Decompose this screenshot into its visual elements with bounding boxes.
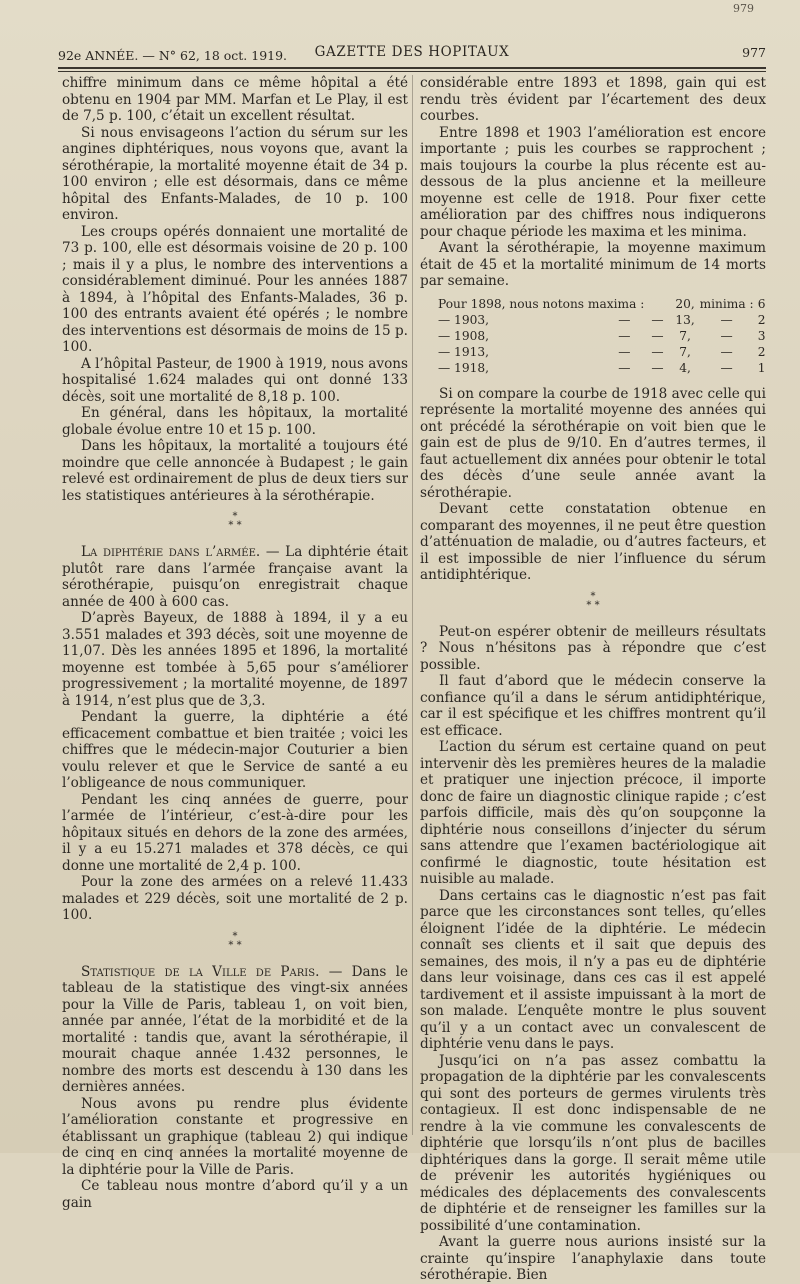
- table-cell: —: [720, 344, 733, 359]
- paragraph: Pendant les cinq années de guerre, pour l’armée de l’intérieur, c’est-à-dire pour les hôpitaux situés en dehors de la zone des armées, il y a eu 15.271 malades et 378 décès, ce qui donne une mortalité de 2,4 p. 100.: [62, 791, 408, 874]
- table-cell: — 1908,: [438, 328, 489, 343]
- table-row: [420, 360, 766, 376]
- paragraph: chiffre minimum dans ce même hôpital a été obtenu en 1904 par MM. Marfan et Le Play, il est de 7,5 p. 100, c’était un excellent résultat.: [62, 75, 408, 124]
- table-row: [420, 344, 766, 360]
- section-divider: * * *: [228, 511, 242, 531]
- section-title: Statistique de la Ville de Paris.: [81, 963, 320, 980]
- section-text: — Dans le tableau de la statistique des vingt-six années pour la Ville de Paris, tableau 1, on voit bien, année par année, l’état de la morbidité et de la mortalité : tandis que, avant la sérothérapie, il mourait chaque année 1.432 personnes, le nombre des morts est descendu à 130 dans les dernières années.: [62, 963, 408, 1095]
- table-cell: —: [651, 360, 664, 375]
- paragraph: Avant la guerre nous aurions insisté sur la crainte qu’inspire l’anaphylaxie dans toute sérothérapie. Bien: [420, 1234, 766, 1283]
- page-number: 977: [742, 45, 766, 60]
- paragraph: En général, dans les hôpitaux, la mortalité globale évolue entre 10 et 15 p. 100.: [62, 405, 408, 438]
- paragraph: D’après Bayeux, de 1888 à 1894, il y a eu 3.551 malades et 393 décès, soit une moyenne de 11,07. Dès les années 1895 et 1896, la mortalité moyenne est tombée à 5,65 pour s’améliorer progressivement ; la mortalité moyenne, de 1897 à 1914, n’est plus que de 3,3.: [62, 610, 408, 709]
- issue-info: 92e ANNÉE. — N° 62, 18 oct. 1919.: [58, 48, 288, 63]
- paragraph: Pour la zone des armées on a relevé 11.433 malades et 229 décès, soit une mortalité de 2 p. 100.: [62, 874, 408, 923]
- paragraph: Si nous envisageons l’action du sérum sur les angines diphtériques, nous voyons que, avant la sérothérapie, la mortalité moyenne était de 34 p. 100 environ ; elle est désormais, dans ce même hôpital des Enfants-Malades, de 10 p. 100 environ.: [62, 124, 408, 223]
- paragraph: considérable entre 1893 et 1898, gain qui est rendu très évident par l’écartement des deux courbes.: [420, 75, 766, 124]
- table-cell: —: [720, 360, 733, 375]
- section-title: La diphtérie dans l’armée.: [81, 544, 261, 560]
- paragraph: A l’hôpital Pasteur, de 1900 à 1919, nous avons hospitalisé 1.624 malades qui ont donné 133 décès, soit une mortalité de 8,18 p. 100.: [62, 355, 408, 405]
- table-cell: 6: [757, 296, 766, 311]
- paragraph: Devant cette constatation obtenue en comparant des moyennes, il ne peut être question d’atténuation de maladie, ou d’autres facteurs, et il est impossible de nier l’influence du sérum antidiphtérique.: [420, 501, 766, 583]
- paragraph: Si on compare la courbe de 1918 avec celle qui représente la mortalité moyenne des années qui ont précédé la sérothérapie on voit bien que le gain est de plus de 9/10. En d’autres termes, il faut actuellement dix années pour obtenir le total des décès d’une seule année avant la sérothérapie.: [420, 385, 766, 501]
- sheet-number: 979: [733, 2, 754, 15]
- table-cell: 3: [757, 328, 766, 343]
- journal-title: GAZETTE DES HOPITAUX: [314, 44, 510, 60]
- paragraph: Jusqu’ici on n’a pas assez combattu la propagation de la diphtérie par les convalescents qui sont des porteurs de germes virulents très contagieux. Il est donc indispensable de ne rendre à la vie commune les convalescents de diphtérie que lorsqu’ils n’ont plus de bacilles diphtériques dans la gorge. Il serait même utile de prévenir les autorités hygiéniques ou médicales des déplacements des convalescents de diphtérie et de renseigner les familles sur la possibilité d’une contamination.: [420, 1052, 766, 1234]
- table-cell: 4,: [679, 360, 691, 375]
- table-cell: 13,: [675, 312, 695, 327]
- table-cell: minima :: [699, 296, 754, 311]
- paragraph: Ce tableau nous montre d’abord qu’il y a un gain: [62, 1178, 408, 1211]
- table-cell: —: [651, 312, 664, 327]
- table-row: [420, 296, 766, 312]
- table-cell: 7,: [679, 344, 691, 359]
- paragraph: Dans les hôpitaux, la mortalité a toujours été moindre que celle annoncée à Budapest ; le gain relevé est ordinairement de plus de deux tiers sur les statistiques antérieures à la sérothérapie.: [62, 438, 408, 504]
- right-column: [420, 75, 766, 1284]
- table-cell: —: [618, 312, 631, 327]
- table-cell: —: [618, 328, 631, 343]
- section-text: — La diphtérie était plutôt rare dans l’armée française avant la sérothérapie, puisqu’on enregistrait chaque année de 400 à 600 cas.: [62, 544, 409, 610]
- table-cell: — 1913,: [438, 344, 489, 359]
- paragraph: Dans certains cas le diagnostic n’est pas fait parce que les circonstances sont telles, qu’elles éloignent l’idée de la diphtérie. Le médecin connaît ses clients et il sait que depuis des semaines, des mois, il n’y a pas eu de diphtérie dans leur voisinage, dans ces cas il est appelé tardivement et il assiste impuissant à la mort de son malade. L’enquête montre le plus souvent qu’il y a un contact avec un convalescent de diphtérie venu dans le pays.: [420, 887, 766, 1052]
- paragraph: Entre 1898 et 1903 l’amélioration est encore importante ; puis les courbes se rapprochent ; mais toujours la courbe la plus récente est au-dessous de la plus ancienne et la meilleure moyenne est celle de 1918. Pour fixer cette amélioration par des chiffres nous indiquerons pour chaque période les maxima et les minima.: [420, 124, 766, 240]
- section-paragraph: [62, 544, 408, 610]
- header-rule-thin: [58, 71, 766, 72]
- paragraph: Avant la sérothérapie, la moyenne maximum était de 45 et la mortalité minimum de 14 morts par semaine.: [420, 240, 766, 289]
- table-cell: —: [720, 312, 733, 327]
- table-cell: —: [651, 344, 664, 359]
- paragraph: Nous avons pu rendre plus évidente l’amélioration constante et progressive en établissant un graphique (tableau 2) qui indique de cinq en cinq années la mortalité moyenne de la diphtérie pour la Ville de Paris.: [62, 1095, 408, 1178]
- table-cell: — 1903,: [438, 312, 489, 327]
- table-cell: —: [720, 328, 733, 343]
- table-cell: — 1918,: [438, 360, 489, 375]
- section-divider: * * *: [228, 930, 242, 951]
- table-row: [420, 312, 766, 328]
- table-cell: 7,: [679, 328, 691, 343]
- paragraph: Il faut d’abord que le médecin conserve la confiance qu’il a dans le sérum antidiphtérique, car il est spécifique et les chiffres montrent qu’il est efficace.: [420, 673, 766, 739]
- table-cell: 2: [757, 312, 766, 327]
- paragraph: Les croups opérés donnaient une mortalité de 73 p. 100, elle est désormais voisine de 20 p. 100 ; mais il y a plus, le nombre des interventions a considérablement diminué. Pour les années 1887 à 1894, à l’hôpital des Enfants-Malades, 36 p. 100 des entrants avaient été opérés ; le nombre des interventions est désormais de moins de 15 p. 100.: [62, 223, 408, 355]
- paragraph: Pendant la guerre, la diphtérie a été efficacement combattue et bien traitée ; voici les chiffres que le médecin-major Couturier a bien voulu relever et que le Service de santé a eu l’obligeance de nous communiquer.: [62, 709, 408, 791]
- paragraph: Peut-on espérer obtenir de meilleurs résultats ? Nous n’hésitons pas à répondre que c’est possible.: [420, 623, 766, 673]
- paragraph: L’action du sérum est certaine quand on peut intervenir dès les premières heures de la maladie et pratiquer une injection précoce, il importe donc de faire un diagnostic clinique rapide ; c’est parfois difficile, mais dès qu’on soupçonne la diphtérie nous conseillons d’injecter du sérum sans attendre que l’examen bactériologique ait confirmé le diagnostic, toute hésitation est nuisible au malade.: [420, 739, 766, 887]
- table-row: [420, 328, 766, 344]
- table-cell: Pour 1898, nous notons maxima :: [438, 296, 645, 311]
- header-rule: [58, 67, 766, 69]
- section-divider: * * *: [586, 590, 600, 611]
- table-cell: —: [618, 360, 631, 375]
- table-cell: 1: [757, 360, 766, 375]
- table-cell: —: [618, 344, 631, 359]
- maxima-minima-table: [420, 296, 766, 376]
- table-cell: —: [651, 328, 664, 343]
- section-paragraph: [62, 964, 408, 1096]
- page-header: [58, 42, 766, 64]
- table-cell: 2: [757, 344, 766, 359]
- table-cell: 20,: [675, 296, 695, 311]
- left-column: [62, 75, 408, 1211]
- column-separator: [412, 75, 413, 1135]
